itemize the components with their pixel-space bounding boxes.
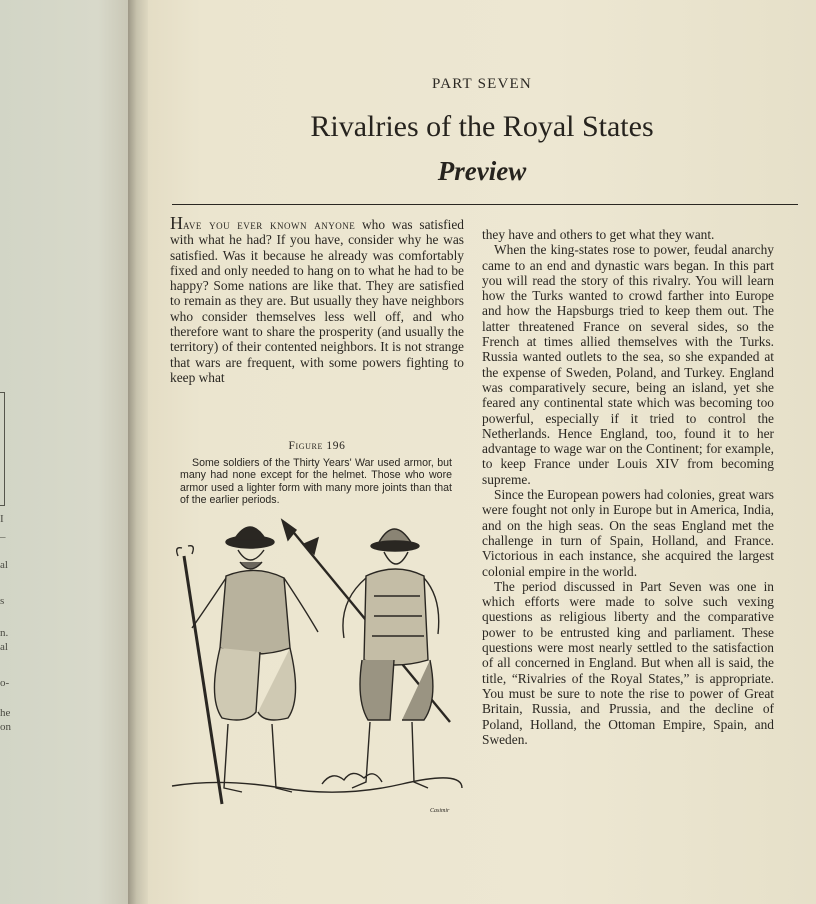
- figure-label: Figure 196: [288, 440, 346, 452]
- figure-caption: [180, 457, 452, 507]
- breeches-right: [360, 660, 433, 720]
- left-edge-mark: s: [0, 595, 5, 607]
- intro-text: who was satisfied with what he had? If you have, consider why he was satisfied. Was it because he already was comfortably fixed and only needed to hang on to what he had to be happy? Some nations are like that. They are satisfied to remain as they are. But usually they have neighbors who consider themselves less well off, and who therefore want to share the prosperity (and usually the territory) of their contented neighbors. It is not strange that wars are frequent, with some powers fighting to keep what: [170, 217, 464, 385]
- legs-left: [224, 724, 292, 792]
- helmet-left: [234, 527, 266, 540]
- left-page-box: [0, 392, 5, 506]
- left-edge-mark: n.: [0, 627, 9, 639]
- musket-rest: [177, 546, 194, 556]
- left-edge-mark: I: [0, 513, 4, 525]
- figure-caption-text: Some soldiers of the Thirty Years' War used armor, but many had none except for the helmet. Those who wore armor used a lighter form with many more joints than that of the earlier periods.: [180, 457, 452, 507]
- left-edge-mark: –: [0, 531, 6, 543]
- armor-right: [364, 569, 428, 665]
- helmet-brim-right: [371, 541, 419, 551]
- title-rule: [172, 204, 798, 205]
- left-column-text: [170, 213, 464, 385]
- cloud-shrubs: [322, 773, 382, 784]
- part-title: PART SEVEN: [432, 76, 532, 92]
- left-edge-mark: al: [0, 641, 8, 653]
- beard-left: [240, 562, 262, 569]
- left-edge-mark: o-: [0, 677, 10, 689]
- chapter-title: Rivalries of the Royal States: [310, 110, 654, 143]
- ground-line: [172, 778, 462, 792]
- smallcaps-lead: ave you ever known anyone: [183, 217, 356, 232]
- halberd-head: [282, 520, 318, 554]
- doublet-left: [220, 570, 290, 654]
- left-page-edge: [0, 0, 140, 904]
- face-left: [238, 550, 264, 560]
- artist-signature: Casimir: [430, 808, 450, 814]
- right-page: [148, 0, 816, 904]
- paragraph: they have and others to get what they want.: [482, 227, 715, 242]
- soldiers-illustration: [162, 516, 474, 816]
- dropcap: H: [170, 213, 183, 233]
- soldiers-drawing: [162, 516, 474, 816]
- breeches-left: [214, 648, 295, 720]
- left-edge-mark: al: [0, 559, 8, 571]
- book-gutter: [128, 0, 150, 904]
- left-edge-mark: he: [0, 707, 11, 719]
- face-right: [384, 552, 408, 564]
- left-edge-mark: on: [0, 721, 11, 733]
- paragraph: The period discussed in Part Seven was one in which efforts were made to solve such vexing questions as religious liberty and the comparative power to be entrusted king and parliament. These questions were most nearly settled to the satisfaction of all concerned in England. But when all is said, the title, “Rivalries of the Royal States,” is appropriate. You must be sure to note the rise to power of Great Britain, Russia, and Prussia, and the decline of Poland, Holland, the Ottoman Empire, Spain, and Sweden.: [482, 578, 774, 747]
- right-column-text: [482, 227, 774, 747]
- intro-paragraph: [170, 213, 464, 385]
- paragraph: When the king-states rose to power, feudal anarchy came to an end and dynastic wars began. In this part you will read the story of this rivalry. You will learn how the Turks wanted to crowd farther into Europe and how the Hapsburgs tried to keep them out. The latter threatened France on several sides, so the French at times allied themselves with the Turks. Russia wanted outlets to the sea, so she expanded at the expense of Sweden, Poland, and Turkey. England was comparatively secure, being an island, yet she feared any continental state which was becoming too powerful, especially if it tried to control the Netherlands. Hence England, too, found it to her advantage to wage war on the Continent; for example, to keep France under Louis XIV from becoming supreme.: [482, 242, 774, 487]
- paragraph: Since the European powers had colonies, great wars were fought not only in Europe but in America, India, and on the high seas. On the seas England met the challenge in turn of Spain, Holland, and France. Victorious in each instance, she acquired the largest colonial empire in the world.: [482, 487, 774, 579]
- section-subtitle: Preview: [437, 156, 527, 186]
